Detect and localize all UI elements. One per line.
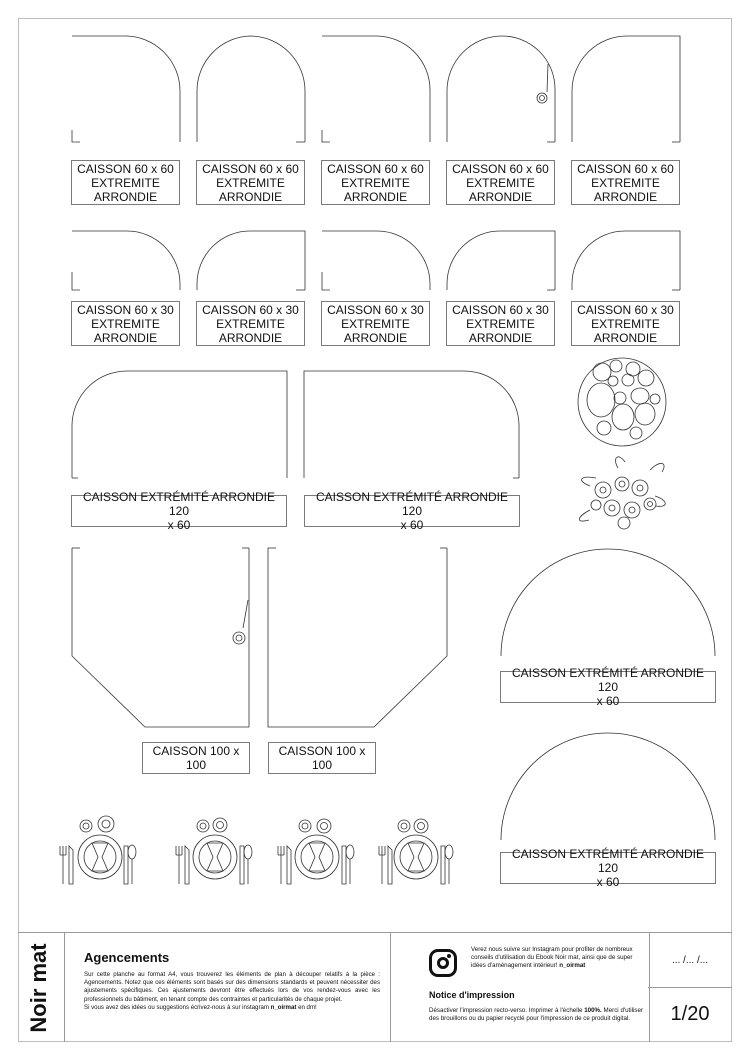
page-date-placeholder: ... /... /... xyxy=(648,933,732,988)
caisson-60x30-shape-5 xyxy=(572,231,680,290)
caisson-60x60-label: CAISSON 60 x 60 EXTREMITE ARRONDIE xyxy=(196,160,305,205)
table-setting-icon xyxy=(60,816,136,884)
caisson-60x60-shape-2 xyxy=(197,36,305,142)
caisson-120x60-label: CAISSON EXTRÉMITÉ ARRONDIE 120 x 60 xyxy=(500,671,716,703)
caisson-120x60-label: CAISSON EXTRÉMITÉ ARRONDIE 120 x 60 xyxy=(500,852,716,884)
caisson-60x60-shape-5 xyxy=(572,36,680,142)
instagram-text-prefix: Verez nous suivre sur Instagram pour profiter de nombreux conseils d'utilisation du Ebook Noir mat, ainsi que de super idées d'aménagement intérieur! xyxy=(471,946,633,969)
caisson-120x60-shape-1 xyxy=(72,371,287,478)
notice-text xyxy=(429,1007,643,1023)
flower-bouquet-icon xyxy=(579,457,665,529)
caisson-60x30-label: CAISSON 60 x 30 EXTREMITE ARRONDIE xyxy=(196,301,305,346)
caisson-60x60-label: CAISSON 60 x 60 EXTREMITE ARRONDIE xyxy=(71,160,180,205)
caisson-100x100-shape-1 xyxy=(72,548,249,727)
instagram-handle[interactable]: n_oirmat xyxy=(559,962,586,969)
caisson-120x60-halfcircle-1 xyxy=(501,549,715,656)
section-text-2-suffix: en dm! xyxy=(296,1003,317,1011)
door-handle-icon xyxy=(537,64,548,103)
caisson-60x60-shape-1 xyxy=(72,36,180,142)
caisson-60x30-shape-2 xyxy=(197,231,305,290)
fruit-bowl-icon xyxy=(578,358,666,446)
caisson-60x60-label: CAISSON 60 x 60 EXTREMITE ARRONDIE xyxy=(571,160,680,205)
caisson-60x30-label: CAISSON 60 x 30 EXTREMITE ARRONDIE xyxy=(571,301,680,346)
caisson-60x60-label: CAISSON 60 x 60 EXTREMITE ARRONDIE xyxy=(321,160,430,205)
caisson-60x30-label: CAISSON 60 x 30 EXTREMITE ARRONDIE xyxy=(71,301,180,346)
caisson-120x60-halfcircle-2 xyxy=(501,733,715,840)
caisson-60x30-shape-1 xyxy=(72,231,180,290)
caisson-60x60-shape-4 xyxy=(447,36,555,142)
notice-text-1: Désactiver l'impression recto-verso. Imprimer à l'échelle xyxy=(429,1007,585,1014)
notice-scale: 100%. xyxy=(584,1007,602,1014)
instagram-handle[interactable]: n_oirmat xyxy=(270,1003,297,1011)
footer xyxy=(18,932,732,1042)
instagram-icon[interactable] xyxy=(429,949,457,977)
section-text-2-prefix: Si vous avez des idées ou suggestions écrivez-nous à sur instagram xyxy=(84,1003,271,1011)
table-setting-icon xyxy=(379,819,453,884)
caisson-120x60-label: CAISSON EXTRÉMITÉ ARRONDIE 120 x 60 xyxy=(304,495,520,527)
caisson-100x100-label: CAISSON 100 x 100 xyxy=(268,742,376,774)
caisson-60x30-label: CAISSON 60 x 30 EXTREMITE ARRONDIE xyxy=(321,301,430,346)
door-handle-icon xyxy=(233,600,248,644)
caisson-120x60-label: CAISSON EXTRÉMITÉ ARRONDIE 120 x 60 xyxy=(71,495,287,527)
notice-text-2: Merci d'utiliser des brouillons ou du papier recyclé pour l'impression de ce produit digital. xyxy=(429,1007,643,1022)
table-setting-icon xyxy=(176,818,252,884)
instagram-text xyxy=(471,946,643,970)
notice-title: Notice d'impression xyxy=(429,990,515,1000)
brand-name: Noir mat xyxy=(26,943,51,1033)
section-title: Agencements xyxy=(84,950,170,965)
page-column xyxy=(648,933,732,1042)
caisson-120x60-shape-2 xyxy=(304,371,519,478)
caisson-100x100-label: CAISSON 100 x 100 xyxy=(142,742,250,774)
caisson-100x100-shape-2 xyxy=(268,548,447,727)
section-text-1: Sur cette planche au format A4, vous trouverez les éléments de plan à découper relatifs à la pièce : Agencements. Notez que ces éléments sont basés sur des dimensions standards et peuvent nécessiter des ajustements spécifiques. Ces ajustements devront être effectués lors de vos rendez-vous avec les professionnels du bâtiment, en tenant compte des contraintes et particularités de chaque projet. xyxy=(84,971,380,1003)
section-description xyxy=(84,971,380,1012)
page-number: 1/20 xyxy=(670,1003,710,1025)
caisson-60x60-label: CAISSON 60 x 60 EXTREMITE ARRONDIE xyxy=(446,160,555,205)
instagram-column xyxy=(390,933,650,1042)
table-setting-icon xyxy=(278,819,354,884)
caisson-60x60-shape-3 xyxy=(322,36,430,142)
caisson-60x30-shape-4 xyxy=(447,231,555,290)
brand-column xyxy=(18,933,65,1042)
caisson-60x30-label: CAISSON 60 x 30 EXTREMITE ARRONDIE xyxy=(446,301,555,346)
caisson-60x30-shape-3 xyxy=(322,231,430,290)
